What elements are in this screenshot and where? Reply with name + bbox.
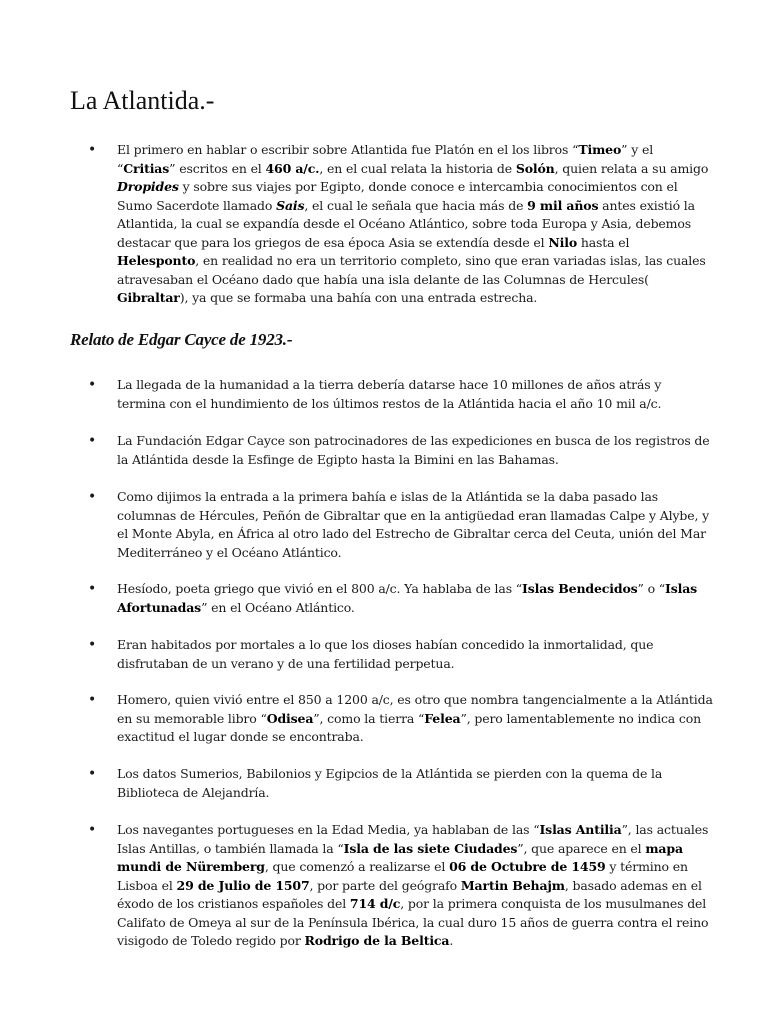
list-item-text: El primero en hablar o escribir sobre Atlantida fue Platón en el los libros “Timeo” y el “Critias” escritos en el 460 a/c., en el cual relata la historia de Solón, quien relata a su amigo Dropides y sobre sus viajes por Egipto, donde conoce e intercambia conocimientos con el Sumo Sacerdote llamado Sais, el cual le señala que hacia más de 9 mil años antes existió la Atlantida, la cual se expandía desde el Océano Atlántico, sobre toda Europa y Asia, debemos destacar que para los griegos de esa época Asia se extendía desde el Nilo hasta el Helesponto, en realidad no era un territorio completo, sino que eran variadas islas, las cuales atravesaban el Océano dado que había una isla delante de las Columnas de Hercules( Gibraltar), ya que se formaba una bahía con una entrada estrecha.: [117, 142, 709, 305]
bullet-icon: •: [88, 433, 97, 449]
list-item: [88, 821, 713, 951]
list-item: [88, 580, 713, 617]
list-item-text: Homero, quien vivió entre el 850 a 1200 a/c, es otro que nombra tangencialmente a la Atlántida en su memorable libro “Odisea”, como la tierra “Felea”, pero lamentablemente no indica con exactitud el lugar donde se encontraba.: [117, 692, 713, 744]
list-item: [88, 691, 713, 747]
list-item: [88, 432, 713, 469]
bullet-icon: •: [88, 377, 97, 393]
list-item: [88, 765, 713, 802]
document-title: La Atlantida.-: [70, 86, 215, 115]
list-item-text: La Fundación Edgar Cayce son patrocinadores de las expediciones en busca de los registros de la Atlántida desde la Esfinge de Egipto hasta la Bimini en las Bahamas.: [117, 433, 710, 467]
bullet-icon: •: [88, 637, 97, 653]
section-heading: Relato de Edgar Cayce de 1923.-: [70, 330, 293, 349]
bullet-icon: •: [88, 581, 97, 597]
list-item: [88, 376, 713, 413]
bullet-icon: •: [88, 822, 97, 838]
bullet-icon: •: [88, 142, 97, 158]
list-item-text: Como dijimos la entrada a la primera bahía e islas de la Atlántida se la daba pasado las columnas de Hércules, Peñón de Gibraltar que en la antigüedad eran llamadas Calpe y Alybe, y el Monte Abyla, en África al otro lado del Estrecho de Gibraltar cerca del Ceuta, unión del Mar Mediterráneo y el Océano Atlántico.: [117, 489, 710, 560]
list-item-text: La llegada de la humanidad a la tierra debería datarse hace 10 millones de años atrás y termina con el hundimiento de los últimos restos de la Atlántida hacia el año 10 mil a/c.: [117, 377, 662, 411]
list-item: [88, 141, 713, 308]
bullet-icon: •: [88, 692, 97, 708]
list-item-text: Hesíodo, poeta griego que vivió en el 800 a/c. Ya hablaba de las “Islas Bendecidos” o “Islas Afortunadas” en el Océano Atlántico.: [117, 581, 698, 615]
bullet-icon: •: [88, 489, 97, 505]
list-item: [88, 488, 713, 562]
list-item-text: Eran habitados por mortales a lo que los dioses habían concedido la inmortalidad, que disfrutaban de un verano y de una fertilidad perpetua.: [117, 637, 654, 671]
list-item-text: Los navegantes portugueses en la Edad Media, ya hablaban de las “Islas Antilia”, las actuales Islas Antillas, o también llamada la “Isla de las siete Ciudades”, que aparece en el mapa mundi de Nüremberg, que comenzó a realizarse el 06 de Octubre de 1459 y término en Lisboa el 29 de Julio de 1507, por parte del geógrafo Martin Behajm, basado ademas en el éxodo de los cristianos españoles del 714 d/c, por la primera conquista de los musulmanes del Califato de Omeya al sur de la Península Ibérica, la cual duro 15 años de guerra contra el reino visigodo de Toledo regido por Rodrigo de la Beltica.: [117, 822, 709, 948]
bullet-icon: •: [88, 766, 97, 782]
list-item: [88, 636, 713, 673]
list-item-text: Los datos Sumerios, Babilonios y Egipcios de la Atlántida se pierden con la quema de la Biblioteca de Alejandría.: [117, 766, 663, 800]
